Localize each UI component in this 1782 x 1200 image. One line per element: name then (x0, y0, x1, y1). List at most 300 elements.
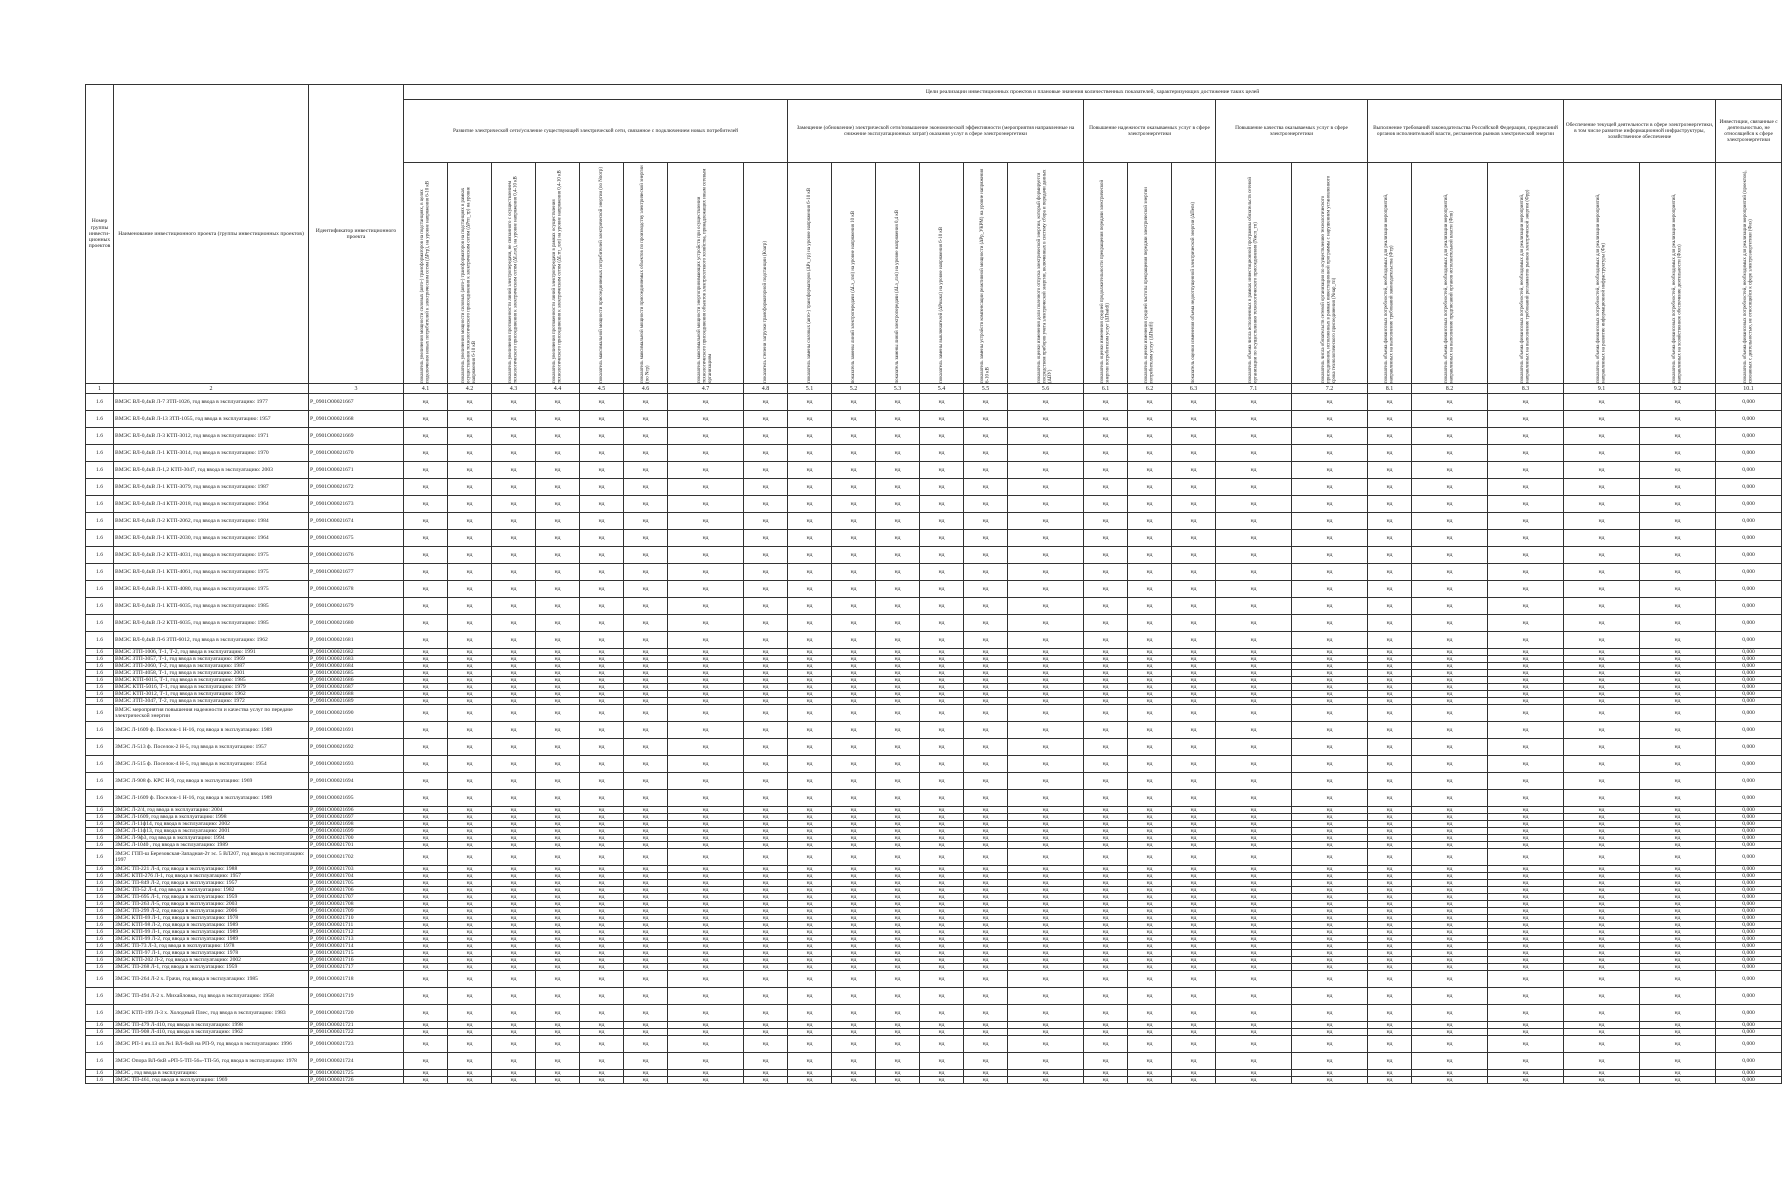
group-number-cell: 1.6 (86, 496, 114, 513)
indicator-value-cell: нд (668, 1029, 744, 1036)
column-number: 5.2 (832, 384, 876, 394)
indicator-value-cell: нд (536, 1053, 580, 1070)
indicator-value-cell: нд (1564, 1036, 1640, 1053)
indicator-value-cell: нд (1640, 656, 1716, 663)
indicator-value-cell: нд (920, 496, 964, 513)
indicator-value-cell: нд (668, 598, 744, 615)
indicator-value-cell: нд (876, 988, 920, 1005)
indicator-value-cell: нд (1084, 756, 1128, 773)
total-value-cell: 0,000 (1716, 756, 1782, 773)
group-number-cell: 1.6 (86, 684, 114, 691)
indicator-value-cell: нд (1172, 908, 1216, 915)
indicator-value-cell: нд (876, 936, 920, 943)
indicator-value-cell: нд (788, 1005, 832, 1022)
indicator-value-cell: нд (536, 479, 580, 496)
indicator-value-cell: нд (1084, 684, 1128, 691)
indicator-value-cell: нд (1084, 739, 1128, 756)
indicator-value-cell: нд (536, 663, 580, 670)
indicator-value-cell: нд (492, 1053, 536, 1070)
project-id-cell: P_0901O00021709 (309, 908, 404, 915)
indicator-value-cell: нд (448, 670, 492, 677)
indicator-value-cell: нд (1640, 722, 1716, 739)
indicator-value-cell: нд (580, 849, 624, 866)
indicator-value-cell: нд (1564, 663, 1640, 670)
indicator-value-cell: нд (788, 691, 832, 698)
indicator-value-cell: нд (1640, 479, 1716, 496)
indicator-value-cell: нд (788, 773, 832, 790)
indicator-value-cell: нд (1084, 445, 1128, 462)
indicator-value-cell: нд (624, 821, 668, 828)
indicator-value-cell: нд (1292, 445, 1368, 462)
indicator-value-cell: нд (1368, 663, 1412, 670)
indicator-value-cell: нд (964, 880, 1008, 887)
indicator-value-cell: нд (1412, 936, 1488, 943)
indicator-value-cell: нд (1640, 908, 1716, 915)
indicator-value-cell: нд (536, 814, 580, 821)
indicator-value-cell: нд (1084, 1077, 1128, 1084)
indicator-value-cell: нд (1412, 513, 1488, 530)
indicator-value-cell: нд (964, 462, 1008, 479)
indicator-value-cell: нд (1564, 773, 1640, 790)
indicator-value-cell: нд (492, 513, 536, 530)
indicator-value-cell: нд (668, 915, 744, 922)
indicator-value-cell: нд (404, 496, 448, 513)
indicator-value-cell: нд (876, 929, 920, 936)
indicator-value-cell: нд (1368, 873, 1412, 880)
total-value-cell: 0,000 (1716, 670, 1782, 677)
indicator-value-cell: нд (1488, 1005, 1564, 1022)
indicator-value-cell: нд (1564, 964, 1640, 971)
indicator-value-cell: нд (1292, 943, 1368, 950)
indicator-value-cell: нд (788, 915, 832, 922)
indicator-value-cell: нд (1008, 564, 1084, 581)
indicator-value-cell: нд (1008, 547, 1084, 564)
indicator-value-cell: нд (624, 530, 668, 547)
table-row (86, 739, 1782, 756)
indicator-value-cell: нд (920, 1036, 964, 1053)
indicator-value-cell: нд (876, 684, 920, 691)
indicator-value-cell: нд (624, 698, 668, 705)
project-id-cell: P_0901O00021695 (309, 790, 404, 807)
table-row (86, 964, 1782, 971)
indicator-value-cell: нд (448, 828, 492, 835)
indicator-value-cell: нд (876, 530, 920, 547)
indicator-value-cell: нд (448, 807, 492, 814)
indicator-value-cell: нд (536, 880, 580, 887)
indicator-value-cell: нд (1488, 513, 1564, 530)
indicator-value-cell: нд (624, 908, 668, 915)
indicator-value-cell: нд (920, 739, 964, 756)
total-value-cell: 0,000 (1716, 428, 1782, 445)
indicator-value-cell: нд (1084, 663, 1128, 670)
indicator-value-cell: нд (1412, 894, 1488, 901)
indicator-value-cell: нд (832, 807, 876, 814)
group-number-cell: 1.6 (86, 773, 114, 790)
indicator-value-cell: нд (1488, 656, 1564, 663)
indicator-value-cell: нд (832, 670, 876, 677)
indicator-value-cell: нд (876, 649, 920, 656)
indicator-value-cell: нд (536, 496, 580, 513)
total-value-cell: 0,000 (1716, 564, 1782, 581)
indicator-value-cell: нд (1564, 649, 1640, 656)
indicator-value-cell: нд (1640, 887, 1716, 894)
indicator-value-cell: нд (492, 964, 536, 971)
indicator-value-cell: нд (448, 1005, 492, 1022)
indicator-value-cell: нд (964, 964, 1008, 971)
indicator-value-cell: нд (536, 564, 580, 581)
indicator-value-cell: нд (876, 835, 920, 842)
indicator-value-cell: нд (1172, 722, 1216, 739)
indicator-value-cell: нд (1216, 964, 1292, 971)
indicator-value-cell: нд (1128, 908, 1172, 915)
indicator-value-cell: нд (744, 632, 788, 649)
indicator-value-cell: нд (668, 1036, 744, 1053)
indicator-value-cell: нд (492, 756, 536, 773)
indicator-value-cell: нд (964, 835, 1008, 842)
indicator-value-cell: нд (1128, 1077, 1172, 1084)
indicator-value-cell: нд (1488, 649, 1564, 656)
project-id-cell: P_0901O00021693 (309, 756, 404, 773)
indicator-value-cell: нд (876, 739, 920, 756)
indicator-value-cell: нд (744, 513, 788, 530)
indicator-value-cell: нд (1412, 564, 1488, 581)
indicator-value-cell: нд (1128, 887, 1172, 894)
indicator-value-cell: нд (876, 670, 920, 677)
indicator-value-cell: нд (1368, 649, 1412, 656)
indicator-value-cell: нд (492, 1022, 536, 1029)
indicator-value-cell: нд (580, 530, 624, 547)
header-indicator (1716, 163, 1782, 384)
indicator-value-cell: нд (744, 1005, 788, 1022)
indicator-value-cell: нд (832, 698, 876, 705)
indicator-value-cell: нд (1564, 873, 1640, 880)
indicator-value-cell: нд (624, 814, 668, 821)
indicator-value-cell: нд (1292, 677, 1368, 684)
indicator-value-cell: нд (1488, 1036, 1564, 1053)
indicator-value-cell: нд (788, 950, 832, 957)
indicator-value-cell: нд (1412, 649, 1488, 656)
project-id-cell: P_0901O00021705 (309, 880, 404, 887)
indicator-value-cell: нд (448, 915, 492, 922)
indicator-value-cell: нд (1640, 849, 1716, 866)
table-row (86, 887, 1782, 894)
indicator-value-cell: нд (744, 684, 788, 691)
indicator-value-cell: нд (1488, 835, 1564, 842)
indicator-value-cell: нд (744, 705, 788, 722)
project-id-cell: P_0901O00021721 (309, 1022, 404, 1029)
indicator-value-cell: нд (1084, 866, 1128, 873)
indicator-value-cell: нд (624, 790, 668, 807)
column-number: 4.3 (492, 384, 536, 394)
indicator-value-cell: нд (964, 656, 1008, 663)
table-row (86, 598, 1782, 615)
project-name-cell: ЗМЭС Опора ВЛ-6кВ «РП-5-ТП-56»-ТП-56, год ввода в эксплуатацию: 1978 (114, 1053, 309, 1070)
indicator-value-cell: нд (1008, 866, 1084, 873)
indicator-value-cell: нд (404, 632, 448, 649)
indicator-value-cell: нд (1216, 691, 1292, 698)
indicator-value-cell: нд (1292, 1022, 1368, 1029)
indicator-value-cell: нд (448, 649, 492, 656)
indicator-value-cell: нд (448, 722, 492, 739)
indicator-value-cell: нд (404, 684, 448, 691)
indicator-value-cell: нд (580, 547, 624, 564)
group-number-cell: 1.6 (86, 479, 114, 496)
group-number-cell: 1.6 (86, 821, 114, 828)
indicator-value-cell: нд (1368, 1077, 1412, 1084)
indicator-value-cell: нд (1292, 821, 1368, 828)
indicator-value-cell: нд (744, 547, 788, 564)
indicator-value-cell: нд (744, 479, 788, 496)
indicator-value-cell: нд (876, 957, 920, 964)
indicator-value-cell: нд (788, 698, 832, 705)
indicator-value-cell: нд (404, 691, 448, 698)
indicator-value-cell: нд (788, 971, 832, 988)
indicator-value-cell: нд (1640, 807, 1716, 814)
indicator-value-cell: нд (1412, 1070, 1488, 1077)
indicator-value-cell: нд (1128, 462, 1172, 479)
indicator-value-cell: нд (1640, 790, 1716, 807)
indicator-value-cell: нд (668, 564, 744, 581)
total-value-cell: 0,000 (1716, 1036, 1782, 1053)
indicator-value-cell: нд (788, 656, 832, 663)
indicator-value-cell: нд (1292, 915, 1368, 922)
indicator-value-cell: нд (1172, 581, 1216, 598)
header-indicator-text: показатель оценки изменения средней продолжительности прекращения передачи электрической энергии потребителям услуг (ΔПsaidi) (1100, 179, 1111, 383)
indicator-value-cell: нд (668, 873, 744, 880)
indicator-value-cell: нд (1412, 1029, 1488, 1036)
indicator-value-cell: нд (1640, 649, 1716, 656)
indicator-value-cell: нд (1128, 915, 1172, 922)
indicator-value-cell: нд (1564, 880, 1640, 887)
indicator-value-cell: нд (448, 462, 492, 479)
group-number-cell: 1.6 (86, 880, 114, 887)
total-value-cell: 0,000 (1716, 547, 1782, 564)
indicator-value-cell: нд (788, 901, 832, 908)
header-indicator (1008, 163, 1084, 384)
indicator-value-cell: нд (492, 971, 536, 988)
project-id-cell: P_0901O00021680 (309, 615, 404, 632)
indicator-value-cell: нд (1008, 814, 1084, 821)
indicator-value-cell: нд (876, 943, 920, 950)
indicator-value-cell: нд (448, 513, 492, 530)
group-number-cell: 1.6 (86, 698, 114, 705)
group-number-cell: 1.6 (86, 814, 114, 821)
indicator-value-cell: нд (404, 649, 448, 656)
indicator-value-cell: нд (1128, 691, 1172, 698)
indicator-value-cell: нд (1172, 842, 1216, 849)
indicator-value-cell: нд (1368, 1053, 1412, 1070)
project-name-cell: ВМЭС ВЛ-0,4кВ Л-1 КТП-4061, год ввода в эксплуатацию: 1975 (114, 564, 309, 581)
indicator-value-cell: нд (920, 901, 964, 908)
indicator-value-cell: нд (1488, 936, 1564, 943)
indicator-value-cell: нд (744, 866, 788, 873)
indicator-value-cell: нд (876, 1053, 920, 1070)
indicator-value-cell: нд (920, 964, 964, 971)
column-number: 10.1 (1716, 384, 1782, 394)
indicator-value-cell: нд (876, 479, 920, 496)
header-indicator (744, 163, 788, 384)
total-value-cell: 0,000 (1716, 632, 1782, 649)
indicator-value-cell: нд (920, 814, 964, 821)
indicator-value-cell: нд (1640, 866, 1716, 873)
indicator-value-cell: нд (1216, 922, 1292, 929)
indicator-value-cell: нд (1488, 564, 1564, 581)
indicator-value-cell: нд (404, 922, 448, 929)
indicator-value-cell: нд (1084, 807, 1128, 814)
project-id-cell: P_0901O00021676 (309, 547, 404, 564)
indicator-value-cell: нд (1084, 814, 1128, 821)
indicator-value-cell: нд (1368, 1036, 1412, 1053)
indicator-value-cell: нд (788, 670, 832, 677)
indicator-value-cell: нд (1292, 615, 1368, 632)
indicator-value-cell: нд (1368, 547, 1412, 564)
indicator-value-cell: нд (624, 1077, 668, 1084)
indicator-value-cell: нд (1292, 411, 1368, 428)
indicator-value-cell: нд (1172, 880, 1216, 887)
indicator-value-cell: нд (1488, 445, 1564, 462)
indicator-value-cell: нд (404, 828, 448, 835)
indicator-value-cell: нд (964, 901, 1008, 908)
indicator-value-cell: нд (832, 663, 876, 670)
indicator-value-cell: нд (668, 739, 744, 756)
project-name-cell: ЗМЭС ТП-849 Л-2, год ввода в эксплуатацию: 1957 (114, 880, 309, 887)
indicator-value-cell: нд (536, 971, 580, 988)
column-number: 8.2 (1412, 384, 1488, 394)
indicator-value-cell: нд (1292, 828, 1368, 835)
indicator-value-cell: нд (744, 894, 788, 901)
indicator-value-cell: нд (580, 684, 624, 691)
column-number: 2 (114, 384, 309, 394)
investment-projects-table (85, 84, 1782, 1084)
indicator-value-cell: нд (1216, 1022, 1292, 1029)
indicator-value-cell: нд (1172, 530, 1216, 547)
indicator-value-cell: нд (920, 670, 964, 677)
indicator-value-cell: нд (492, 670, 536, 677)
indicator-value-cell: нд (1488, 394, 1564, 411)
indicator-value-cell: нд (832, 835, 876, 842)
indicator-value-cell: нд (1008, 739, 1084, 756)
indicator-value-cell: нд (580, 943, 624, 950)
indicator-value-cell: нд (492, 773, 536, 790)
indicator-value-cell: нд (1216, 988, 1292, 1005)
indicator-value-cell: нд (832, 691, 876, 698)
indicator-value-cell: нд (668, 462, 744, 479)
indicator-value-cell: нд (876, 496, 920, 513)
indicator-value-cell: нд (744, 1029, 788, 1036)
project-name-cell: ВМЭС ЗТП-3057, Т-1, год ввода в эксплуатацию: 1969 (114, 656, 309, 663)
indicator-value-cell: нд (448, 547, 492, 564)
indicator-value-cell: нд (1084, 790, 1128, 807)
indicator-value-cell: нд (1128, 445, 1172, 462)
table-row (86, 866, 1782, 873)
indicator-value-cell: нд (1216, 462, 1292, 479)
indicator-value-cell: нд (920, 663, 964, 670)
indicator-value-cell: нд (448, 964, 492, 971)
indicator-value-cell: нд (920, 530, 964, 547)
indicator-value-cell: нд (1368, 705, 1412, 722)
column-number: 4.7 (668, 384, 744, 394)
indicator-value-cell: нд (624, 691, 668, 698)
indicator-value-cell: нд (1368, 677, 1412, 684)
indicator-value-cell: нд (1640, 691, 1716, 698)
indicator-value-cell: нд (1172, 922, 1216, 929)
indicator-value-cell: нд (876, 663, 920, 670)
project-name-cell: ЗМЭС Л-9ф3, год ввода в эксплуатацию: 1994 (114, 835, 309, 842)
indicator-value-cell: нд (1172, 807, 1216, 814)
indicator-value-cell: нд (404, 821, 448, 828)
header-indicator (1084, 163, 1128, 384)
indicator-value-cell: нд (624, 656, 668, 663)
indicator-value-cell: нд (1564, 691, 1640, 698)
indicator-value-cell: нд (1564, 950, 1640, 957)
indicator-value-cell: нд (492, 663, 536, 670)
indicator-value-cell: нд (876, 773, 920, 790)
indicator-value-cell: нд (1084, 656, 1128, 663)
indicator-value-cell: нд (744, 428, 788, 445)
indicator-value-cell: нд (920, 445, 964, 462)
indicator-value-cell: нд (1488, 547, 1564, 564)
indicator-value-cell: нд (1216, 656, 1292, 663)
project-name-cell: ЗМЭС ТП-52 Л-4, год ввода в эксплуатацию: 1982 (114, 887, 309, 894)
indicator-value-cell: нд (668, 790, 744, 807)
indicator-value-cell: нд (1292, 894, 1368, 901)
indicator-value-cell: нд (536, 615, 580, 632)
indicator-value-cell: нд (1564, 807, 1640, 814)
group-number-cell: 1.6 (86, 649, 114, 656)
indicator-value-cell: нд (744, 615, 788, 632)
indicator-value-cell: нд (1564, 684, 1640, 691)
total-value-cell: 0,000 (1716, 821, 1782, 828)
indicator-value-cell: нд (448, 1022, 492, 1029)
indicator-value-cell: нд (1128, 756, 1172, 773)
column-number: 5.6 (1008, 384, 1084, 394)
indicator-value-cell: нд (624, 547, 668, 564)
indicator-value-cell: нд (1368, 887, 1412, 894)
indicator-value-cell: нд (1640, 880, 1716, 887)
indicator-value-cell: нд (876, 1077, 920, 1084)
indicator-value-cell: нд (964, 866, 1008, 873)
indicator-value-cell: нд (1216, 722, 1292, 739)
indicator-value-cell: нд (832, 908, 876, 915)
total-value-cell: 0,000 (1716, 880, 1782, 887)
group-number-cell: 1.6 (86, 677, 114, 684)
indicator-value-cell: нд (1368, 943, 1412, 950)
indicator-value-cell: нд (668, 698, 744, 705)
indicator-value-cell: нд (404, 462, 448, 479)
indicator-value-cell: нд (1008, 1029, 1084, 1036)
project-name-cell: ЗМЭС ТП-221 Л-4, год ввода в эксплуатацию: 1988 (114, 866, 309, 873)
indicator-value-cell: нд (964, 936, 1008, 943)
indicator-value-cell: нд (876, 462, 920, 479)
indicator-value-cell: нд (1368, 1005, 1412, 1022)
indicator-value-cell: нд (1128, 632, 1172, 649)
indicator-value-cell: нд (1412, 756, 1488, 773)
indicator-value-cell: нд (1640, 632, 1716, 649)
indicator-value-cell: нд (1488, 411, 1564, 428)
indicator-value-cell: нд (624, 670, 668, 677)
indicator-value-cell: нд (1172, 615, 1216, 632)
indicator-value-cell: нд (1084, 964, 1128, 971)
indicator-value-cell: нд (404, 807, 448, 814)
indicator-value-cell: нд (580, 756, 624, 773)
group-number-cell: 1.6 (86, 598, 114, 615)
indicator-value-cell: нд (492, 530, 536, 547)
indicator-value-cell: нд (832, 411, 876, 428)
indicator-value-cell: нд (668, 722, 744, 739)
total-value-cell: 0,000 (1716, 835, 1782, 842)
indicator-value-cell: нд (920, 950, 964, 957)
indicator-value-cell: нд (1412, 698, 1488, 705)
